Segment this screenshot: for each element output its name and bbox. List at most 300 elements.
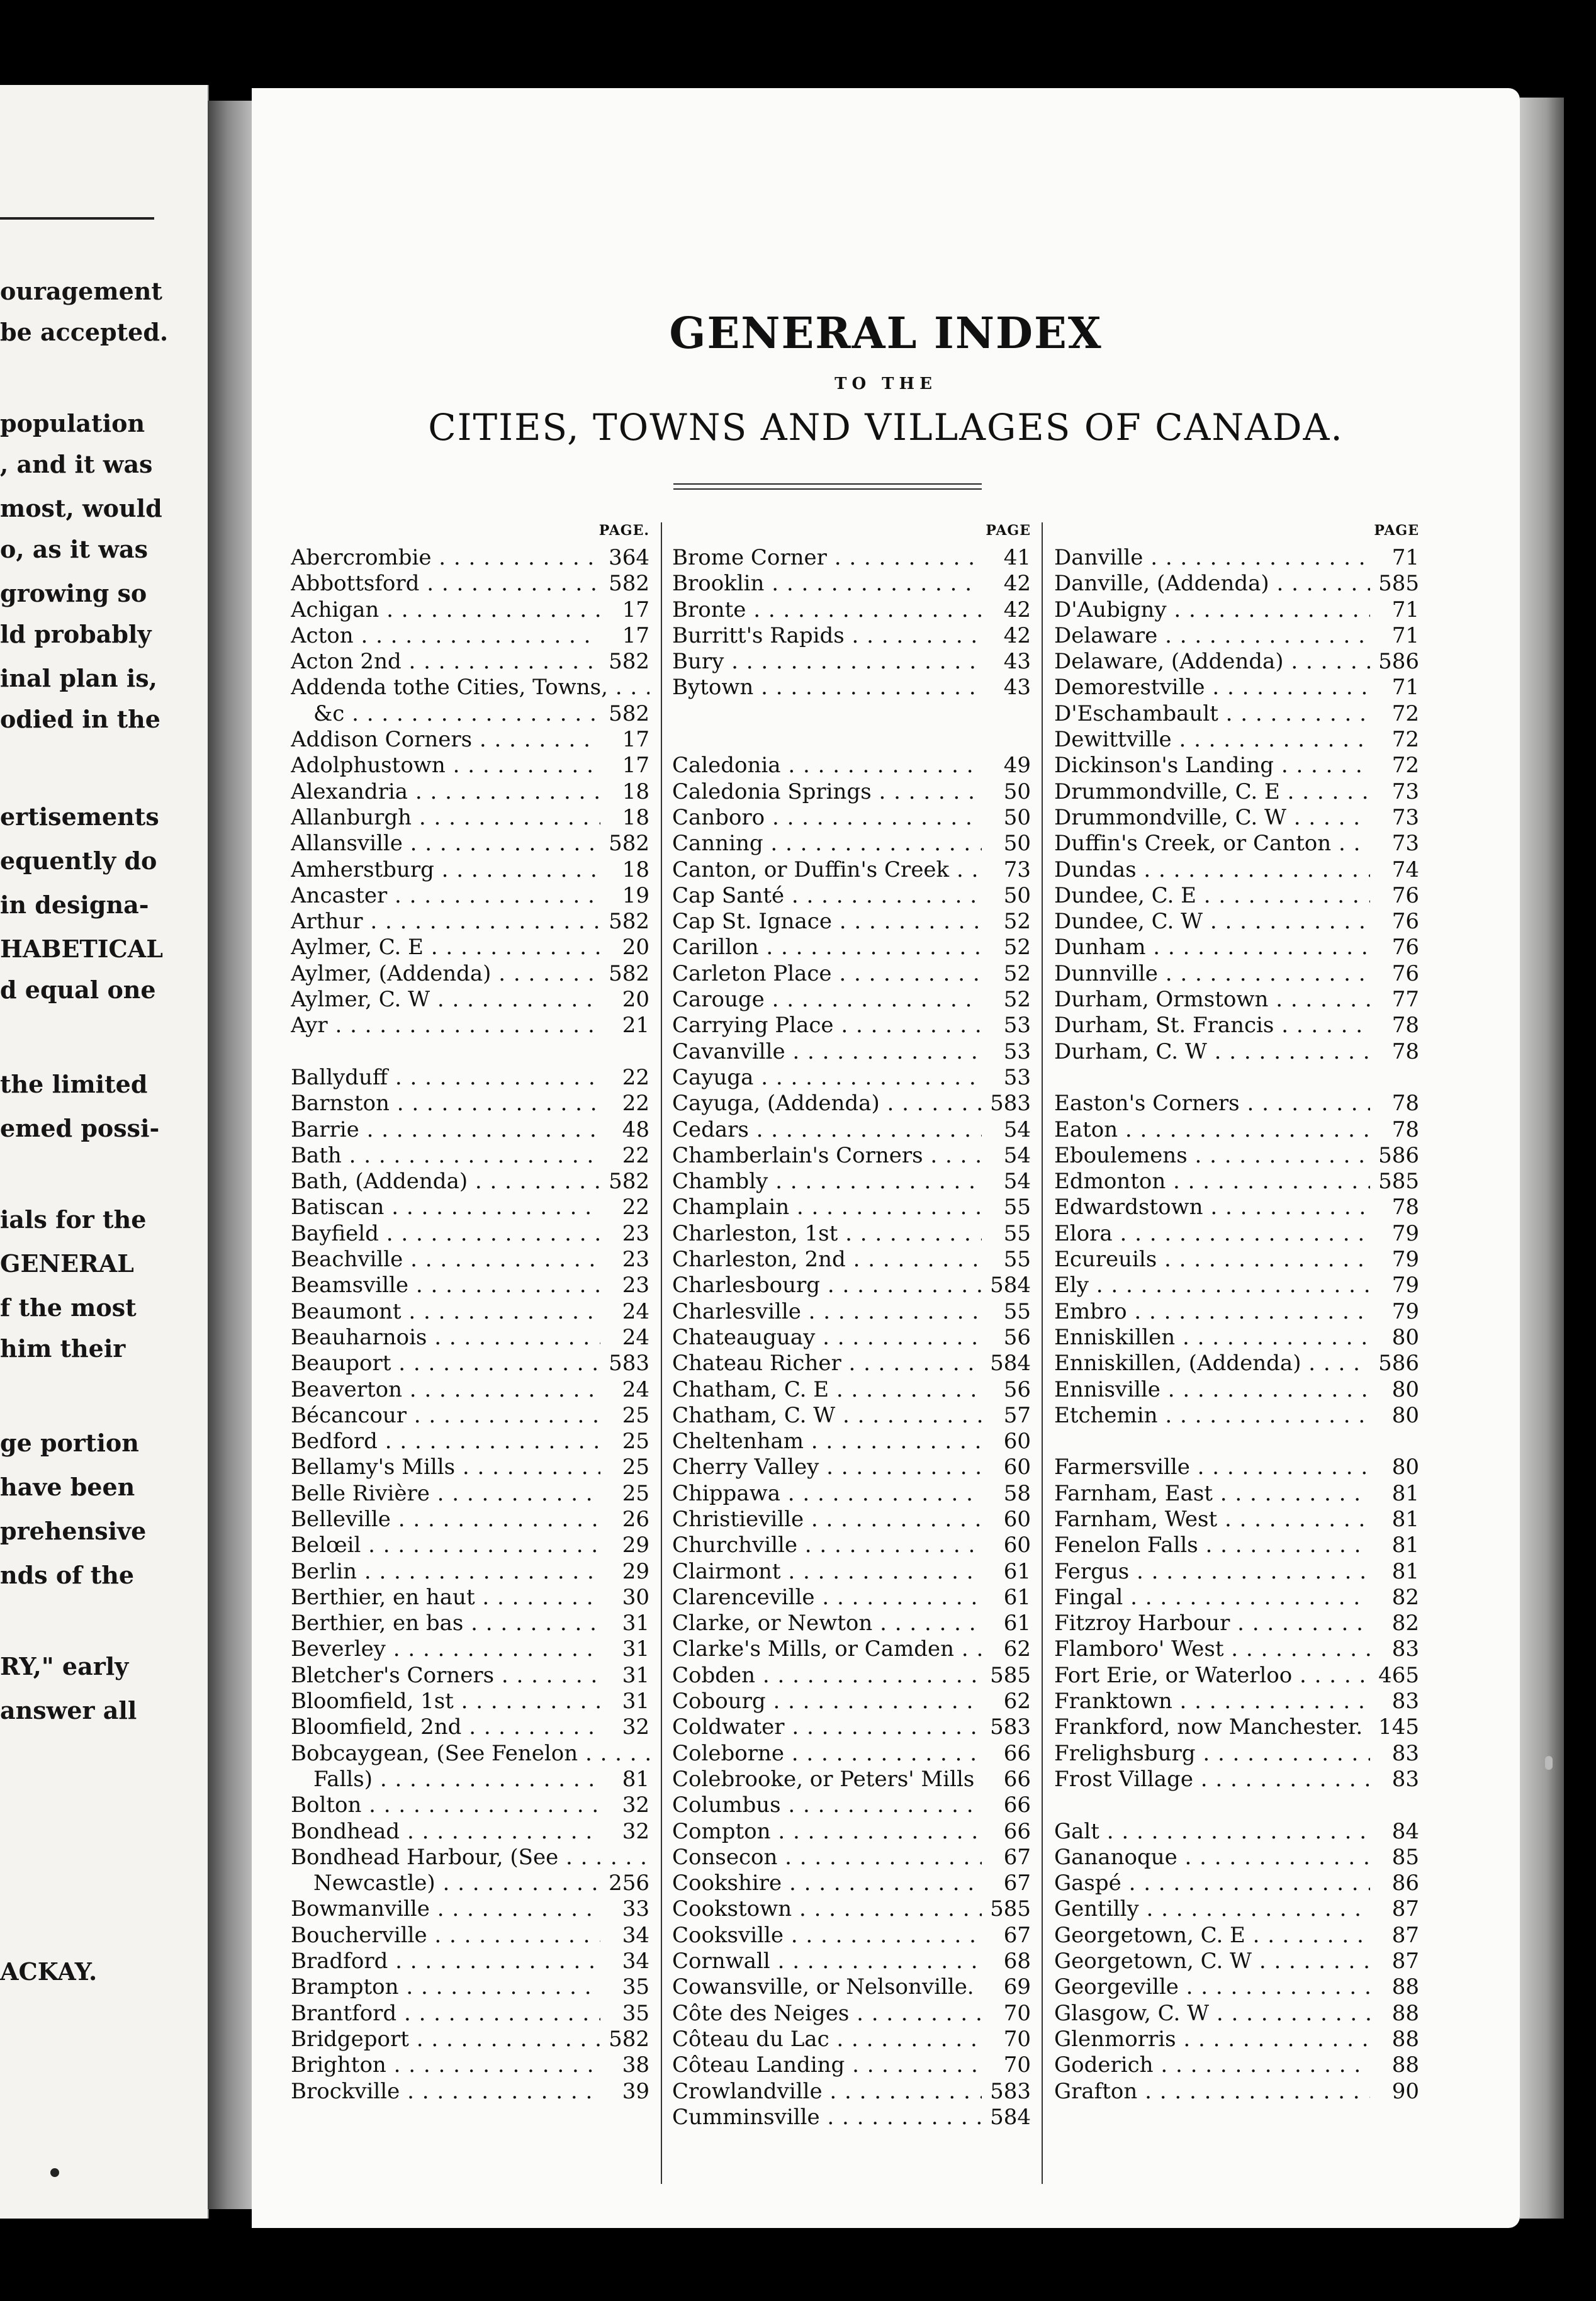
entry-name: Abercrombie . . . (291, 545, 600, 571)
index-entry (1054, 1091, 1419, 1117)
index-entry (291, 2052, 649, 2078)
index-column-1 (291, 522, 649, 2105)
entry-page-number: 25 (602, 1454, 649, 1480)
index-entry (672, 753, 1031, 779)
entry-name: Carouge . . . (672, 987, 982, 1013)
index-entry (1054, 1559, 1419, 1585)
entry-page-number: 585 (983, 1663, 1031, 1689)
entry-page-number: 81 (1371, 1559, 1419, 1585)
left-page-rule (0, 217, 154, 220)
index-entry (672, 857, 1031, 883)
entry-page-number: 71 (1371, 675, 1419, 700)
entry-page-number: 49 (983, 753, 1031, 779)
entry-name: Cherry Valley . . . (672, 1454, 982, 1480)
entry-page-number: 80 (1371, 1454, 1419, 1480)
entry-page-number: 86 (1371, 1871, 1419, 1896)
entry-name: Clarke, or Newton . . . (672, 1611, 982, 1636)
index-entry (291, 701, 649, 727)
entry-name: Gananoque . . . (1054, 1845, 1370, 1871)
entry-name: Cayuga . . . (672, 1065, 982, 1091)
title-divider (673, 483, 982, 490)
index-entry (1054, 1663, 1419, 1689)
index-entry (291, 675, 649, 700)
entry-page-number: 57 (983, 1403, 1031, 1429)
entry-name: Belleville . . . (291, 1507, 600, 1533)
left-page-line: nds of the (0, 1561, 135, 1589)
index-entry (672, 909, 1031, 935)
entry-name: Beauport . . . (291, 1351, 600, 1376)
entry-page-number: 81 (602, 1767, 649, 1792)
index-entry (291, 1689, 649, 1714)
index-entry (672, 1429, 1031, 1454)
entry-name: Ballyduff . . . (291, 1065, 600, 1091)
left-page-line: have been (0, 1473, 135, 1501)
index-entry (672, 1013, 1031, 1038)
entry-name: Dunham . . . (1054, 935, 1370, 960)
entry-page-number: 582 (602, 701, 649, 727)
entry-page-number: 85 (1371, 1845, 1419, 1871)
index-entry (291, 1533, 649, 1558)
entry-page-number: 29 (602, 1533, 649, 1558)
index-spacer (291, 1039, 649, 1065)
entry-page-number: 20 (602, 935, 649, 960)
entry-page-number: 88 (1371, 2027, 1419, 2052)
index-entry (291, 1559, 649, 1585)
entry-page-number: 53 (983, 1065, 1031, 1091)
entry-page-number: 41 (983, 545, 1031, 571)
entry-name: Bury . . . (672, 649, 982, 675)
entry-name: Christieville . . . (672, 1507, 982, 1533)
left-page-line: RY," early (0, 1652, 129, 1680)
entry-name: Colebrooke, or Peters' Mills . . . (672, 1767, 982, 1792)
entry-name: Enniskillen, (Addenda) . . . (1054, 1351, 1370, 1376)
index-entry (672, 779, 1031, 805)
index-entry (672, 1221, 1031, 1247)
left-page-line: f the most (0, 1293, 137, 1322)
entry-page-number: 583 (983, 2079, 1031, 2105)
ink-speck (50, 2168, 59, 2177)
index-entry (672, 1689, 1031, 1714)
entry-name: Carillon . . . (672, 935, 982, 960)
entry-name: Cookstown . . . (672, 1896, 982, 1922)
index-entry (672, 961, 1031, 987)
entry-name: Glenmorris . . . (1054, 2027, 1370, 2052)
left-page-line: answer all (0, 1696, 137, 1724)
index-entry (672, 571, 1031, 597)
entry-page-number: 25 (602, 1429, 649, 1454)
index-entry (1054, 1819, 1419, 1845)
entry-name: Berthier, en haut . . . (291, 1585, 600, 1611)
entry-page-number: 22 (602, 1091, 649, 1117)
entry-name: Brampton . . . (291, 1974, 600, 2000)
index-entry (1054, 1013, 1419, 1038)
index-spacer (1054, 1429, 1419, 1454)
entry-page-number: 585 (983, 1896, 1031, 1922)
entry-name: Drummondville, C. E . . . (1054, 779, 1370, 805)
entry-name: Ancaster . . . (291, 883, 600, 909)
index-entry (1054, 597, 1419, 623)
entry-page-number: 88 (1371, 2001, 1419, 2027)
entry-page-number: 584 (983, 1351, 1031, 1376)
entry-name: Durham, Ormstown . . . (1054, 987, 1370, 1013)
left-page-line: o, as it was (0, 535, 148, 563)
entry-name: Chateauguay . . . (672, 1325, 982, 1351)
entry-name: Gentilly . . . (1054, 1896, 1370, 1922)
entry-name: Cap St. Ignace . . . (672, 909, 982, 935)
entry-page-number: 79 (1371, 1221, 1419, 1247)
entry-name: Columbus . . . (672, 1792, 982, 1818)
entry-name: Cornwall . . . (672, 1949, 982, 1974)
entry-name: Brooklin . . . (672, 571, 982, 597)
entry-page-number: 582 (602, 831, 649, 857)
entry-page-number: 32 (602, 1819, 649, 1845)
page-edge-shadow (1520, 98, 1564, 2219)
index-entry (291, 1454, 649, 1480)
index-entry (1054, 2027, 1419, 2052)
entry-page-number: 82 (1371, 1611, 1419, 1636)
index-entry (1054, 831, 1419, 857)
index-entry (291, 1351, 649, 1376)
entry-name: Bolton . . . (291, 1792, 600, 1818)
entry-name: Duffin's Creek, or Canton . . . (1054, 831, 1370, 857)
index-entry (672, 1065, 1031, 1091)
entry-page-number: 83 (1371, 1636, 1419, 1662)
entry-page-number: 17 (602, 623, 649, 649)
entry-page-number: 81 (1371, 1481, 1419, 1507)
entry-page-number: 62 (983, 1636, 1031, 1662)
index-entry (291, 1403, 649, 1429)
entry-page-number: 88 (1371, 1974, 1419, 2000)
entry-name: Delaware . . . (1054, 623, 1370, 649)
index-entry (1054, 1845, 1419, 1871)
entry-page-number: 60 (983, 1454, 1031, 1480)
entry-name: Charlesville . . . (672, 1299, 982, 1325)
entry-name: Abbottsford . . . (291, 571, 600, 597)
entry-page-number: 582 (602, 649, 649, 675)
entry-page-number: 34 (602, 1949, 649, 1974)
entry-name: Bayfield . . . (291, 1221, 600, 1247)
entry-page-number: 60 (983, 1429, 1031, 1454)
index-entry (672, 1714, 1031, 1740)
entry-name: Cheltenham . . . (672, 1429, 982, 1454)
entry-name: Canboro . . . (672, 805, 982, 831)
index-entry (291, 1949, 649, 1974)
entry-name: Charleston, 1st . . . (672, 1221, 982, 1247)
index-entry (291, 1377, 649, 1403)
entry-page-number: 583 (983, 1714, 1031, 1740)
entry-name: Elora . . . (1054, 1221, 1370, 1247)
page-subtitle: CITIES, TOWNS AND VILLAGES OF CANADA. (428, 406, 1344, 449)
index-entry (672, 1663, 1031, 1689)
entry-page-number: 42 (983, 623, 1031, 649)
entry-name: Burritt's Rapids . . . (672, 623, 982, 649)
entry-name: Dundee, C. W . . . (1054, 909, 1370, 935)
index-entry (1054, 1767, 1419, 1792)
index-entry (1054, 1481, 1419, 1507)
entry-name: Danville . . . (1054, 545, 1370, 571)
left-page-line: equently do (0, 847, 157, 875)
index-entry (1054, 1949, 1419, 1974)
left-page-line: most, would (0, 494, 162, 522)
left-page-line: , and it was (0, 450, 153, 478)
page-column-header: PAGE (1374, 522, 1419, 539)
index-spacer (1054, 1792, 1419, 1818)
index-entry (1054, 1221, 1419, 1247)
index-entry (291, 2079, 649, 2105)
index-entry (672, 1195, 1031, 1220)
entry-name: Charleston, 2nd . . . (672, 1247, 982, 1273)
entry-name: Cobden . . . (672, 1663, 982, 1689)
entry-page-number: 25 (602, 1481, 649, 1507)
entry-page-number: 72 (1371, 727, 1419, 753)
index-entry (1054, 675, 1419, 700)
entry-name: Cayuga, (Addenda) . . . (672, 1091, 982, 1117)
index-entry (672, 987, 1031, 1013)
entry-name: Côteau du Lac . . . (672, 2027, 982, 2052)
index-spacer (1054, 1065, 1419, 1091)
entry-page-number: 35 (602, 2001, 649, 2027)
index-entry (291, 1325, 649, 1351)
index-entry (1054, 779, 1419, 805)
index-entry (291, 1871, 649, 1896)
index-entry (1054, 545, 1419, 571)
ink-speck (1545, 1756, 1553, 1770)
left-page-line: ge portion (0, 1429, 139, 1457)
entry-page-number: 78 (1371, 1013, 1419, 1038)
entry-name: Chambly . . . (672, 1169, 982, 1195)
entry-name: Beaumont . . . (291, 1299, 600, 1325)
entry-page-number: 66 (983, 1819, 1031, 1845)
entry-name: Batiscan . . . (291, 1195, 600, 1220)
entry-page-number: 72 (1371, 753, 1419, 779)
index-entry (291, 1065, 649, 1091)
entry-name: Newcastle) . . . (291, 1871, 600, 1896)
entry-page-number: 79 (1371, 1273, 1419, 1298)
index-entry (291, 961, 649, 987)
index-entry (291, 2027, 649, 2052)
index-entry (1054, 1636, 1419, 1662)
entry-name: Churchville . . . (672, 1533, 982, 1558)
index-spacer (672, 727, 1031, 753)
entry-name: Aylmer, C. E . . . (291, 935, 600, 960)
entry-page-number: 39 (602, 2079, 649, 2105)
index-entry (291, 1481, 649, 1507)
entry-page-number: 34 (602, 1923, 649, 1949)
entry-page-number: 18 (602, 805, 649, 831)
index-entry (291, 1923, 649, 1949)
entry-name: Carrying Place . . . (672, 1013, 982, 1038)
entry-page-number: 19 (602, 883, 649, 909)
entry-page-number: 24 (602, 1377, 649, 1403)
index-entry (1054, 1533, 1419, 1558)
left-page-line: population (0, 409, 145, 437)
entry-name: Consecon . . . (672, 1845, 982, 1871)
entry-name: Caledonia Springs . . . (672, 779, 982, 805)
left-page-line: ld probably (0, 620, 152, 648)
entry-page-number: 17 (602, 597, 649, 623)
entry-page-number: 88 (1371, 2052, 1419, 2078)
entry-name: Cookshire . . . (672, 1871, 982, 1896)
entry-page-number: 67 (983, 1845, 1031, 1871)
entry-name: Caledonia . . . (672, 753, 982, 779)
entry-name: Dundee, C. E . . . (1054, 883, 1370, 909)
page-column-header: PAGE (986, 522, 1031, 539)
entry-name: Grafton . . . (1054, 2079, 1370, 2105)
entry-name: Bronte . . . (672, 597, 982, 623)
entry-name: Delaware, (Addenda) . . . (1054, 649, 1370, 675)
entry-page-number: 50 (983, 779, 1031, 805)
index-entry (1054, 2001, 1419, 2027)
entry-name: Bécancour . . . (291, 1403, 600, 1429)
index-entry (1054, 1325, 1419, 1351)
index-entry (291, 1585, 649, 1611)
entry-name: Belle Rivière . . . (291, 1481, 600, 1507)
entry-page-number: 80 (1371, 1377, 1419, 1403)
index-entry (672, 1949, 1031, 1974)
entry-page-number: 32 (602, 1792, 649, 1818)
left-page-line: HABETICAL (0, 935, 163, 963)
index-entry (672, 1299, 1031, 1325)
entry-page-number: 61 (983, 1559, 1031, 1585)
left-page-line: inal plan is, (0, 664, 157, 692)
index-entry (672, 1792, 1031, 1818)
entry-page-number: 33 (602, 1896, 649, 1922)
entry-page-number: 73 (983, 857, 1031, 883)
entry-page-number: 56 (983, 1377, 1031, 1403)
entry-name: Acton 2nd . . . (291, 649, 600, 675)
index-entry (672, 623, 1031, 649)
entry-name: Enniskillen . . . (1054, 1325, 1370, 1351)
entry-page-number: 586 (1371, 649, 1419, 675)
entry-page-number: 42 (983, 597, 1031, 623)
entry-name: Côte des Neiges . . . (672, 2001, 982, 2027)
entry-name: Bletcher's Corners . . . (291, 1663, 600, 1689)
index-entry (672, 1454, 1031, 1480)
entry-page-number: 50 (983, 883, 1031, 909)
entry-page-number: 83 (1371, 1689, 1419, 1714)
entry-name: Clarke's Mills, or Camden . . . (672, 1636, 982, 1662)
entry-page-number: 23 (602, 1247, 649, 1273)
entry-page-number: 31 (602, 1636, 649, 1662)
index-entry (672, 1741, 1031, 1767)
entry-page-number: 22 (602, 1065, 649, 1091)
entry-page-number: 26 (602, 1507, 649, 1533)
left-page-line: ouragement (0, 277, 162, 305)
entry-page-number: 583 (602, 1351, 649, 1376)
entry-name: Barnston . . . (291, 1091, 600, 1117)
entry-page-number: 73 (1371, 831, 1419, 857)
index-entry (291, 1611, 649, 1636)
entry-name: Georgeville . . . (1054, 1974, 1370, 2000)
entry-page-number: 52 (983, 909, 1031, 935)
entry-name: Gaspé . . . (1054, 1871, 1370, 1896)
index-entry (672, 1143, 1031, 1169)
index-entry (291, 1636, 649, 1662)
index-entry (1054, 1689, 1419, 1714)
entry-name: D'Aubigny . . . (1054, 597, 1370, 623)
entry-page-number: 55 (983, 1247, 1031, 1273)
page-title: GENERAL INDEX (669, 308, 1103, 359)
entry-name: Amherstburg . . . (291, 857, 600, 883)
index-entry (1054, 1741, 1419, 1767)
index-entry (1054, 1611, 1419, 1636)
index-entry (291, 2001, 649, 2027)
index-entry (1054, 1871, 1419, 1896)
index-entry (291, 805, 649, 831)
index-entry (291, 1767, 649, 1792)
index-entry (291, 1429, 649, 1454)
entry-page-number: 60 (983, 1507, 1031, 1533)
entry-page-number: 23 (602, 1273, 649, 1298)
entry-page-number: 32 (602, 1714, 649, 1740)
entry-name: Falls) . . . (291, 1767, 600, 1792)
entry-page-number: 584 (983, 2105, 1031, 2130)
index-entry (1054, 623, 1419, 649)
entry-name: Chateau Richer . . . (672, 1351, 982, 1376)
index-entry (291, 909, 649, 935)
index-entry (672, 1169, 1031, 1195)
index-entry (1054, 727, 1419, 753)
index-entry (1054, 701, 1419, 727)
entry-page-number: 70 (983, 2027, 1031, 2052)
index-entry (291, 935, 649, 960)
index-entry (291, 1169, 649, 1195)
entry-name: Champlain . . . (672, 1195, 982, 1220)
entry-name: Bowmanville . . . (291, 1896, 600, 1922)
index-entry (1054, 1403, 1419, 1429)
index-entry (672, 831, 1031, 857)
entry-name: Coldwater . . . (672, 1714, 982, 1740)
entry-name: Beverley . . . (291, 1636, 600, 1662)
entry-name: Easton's Corners . . . (1054, 1091, 1370, 1117)
entry-name: Charlesbourg . . . (672, 1273, 982, 1298)
index-entry (291, 1507, 649, 1533)
entry-name: Boucherville . . . (291, 1923, 600, 1949)
entry-page-number: 82 (1371, 1585, 1419, 1611)
index-entry (291, 831, 649, 857)
entry-page-number: 70 (983, 2052, 1031, 2078)
entry-page-number: 81 (1371, 1533, 1419, 1558)
index-entry (1054, 1714, 1419, 1740)
entry-page-number: 60 (983, 1533, 1031, 1558)
column-divider (661, 522, 662, 2184)
entry-page-number: 465 (1371, 1663, 1419, 1689)
entry-page-number: 31 (602, 1663, 649, 1689)
entry-page-number: 55 (983, 1195, 1031, 1220)
entry-page-number: 66 (983, 1741, 1031, 1767)
entry-name: Eaton . . . (1054, 1117, 1370, 1143)
index-entry (291, 1896, 649, 1922)
entry-name: Cedars . . . (672, 1117, 982, 1143)
index-entry (1054, 1507, 1419, 1533)
entry-name: Barrie . . . (291, 1117, 600, 1143)
entry-name: Brighton . . . (291, 2052, 600, 2078)
entry-page-number: 48 (602, 1117, 649, 1143)
entry-name: Bobcaygean, (See Fenelon . . . (291, 1741, 649, 1767)
entry-page-number: 52 (983, 935, 1031, 960)
entry-page-number: 70 (983, 2001, 1031, 2027)
entry-name: Aylmer, (Addenda) . . . (291, 961, 600, 987)
entry-page-number: 584 (983, 1273, 1031, 1298)
entry-page-number: 66 (983, 1767, 1031, 1792)
entry-page-number: 83 (1371, 1741, 1419, 1767)
index-entry (1054, 1039, 1419, 1065)
index-entry (1054, 987, 1419, 1013)
index-entry (1054, 571, 1419, 597)
index-entry (291, 1792, 649, 1818)
index-spacer (672, 701, 1031, 727)
entry-page-number: 56 (983, 1325, 1031, 1351)
